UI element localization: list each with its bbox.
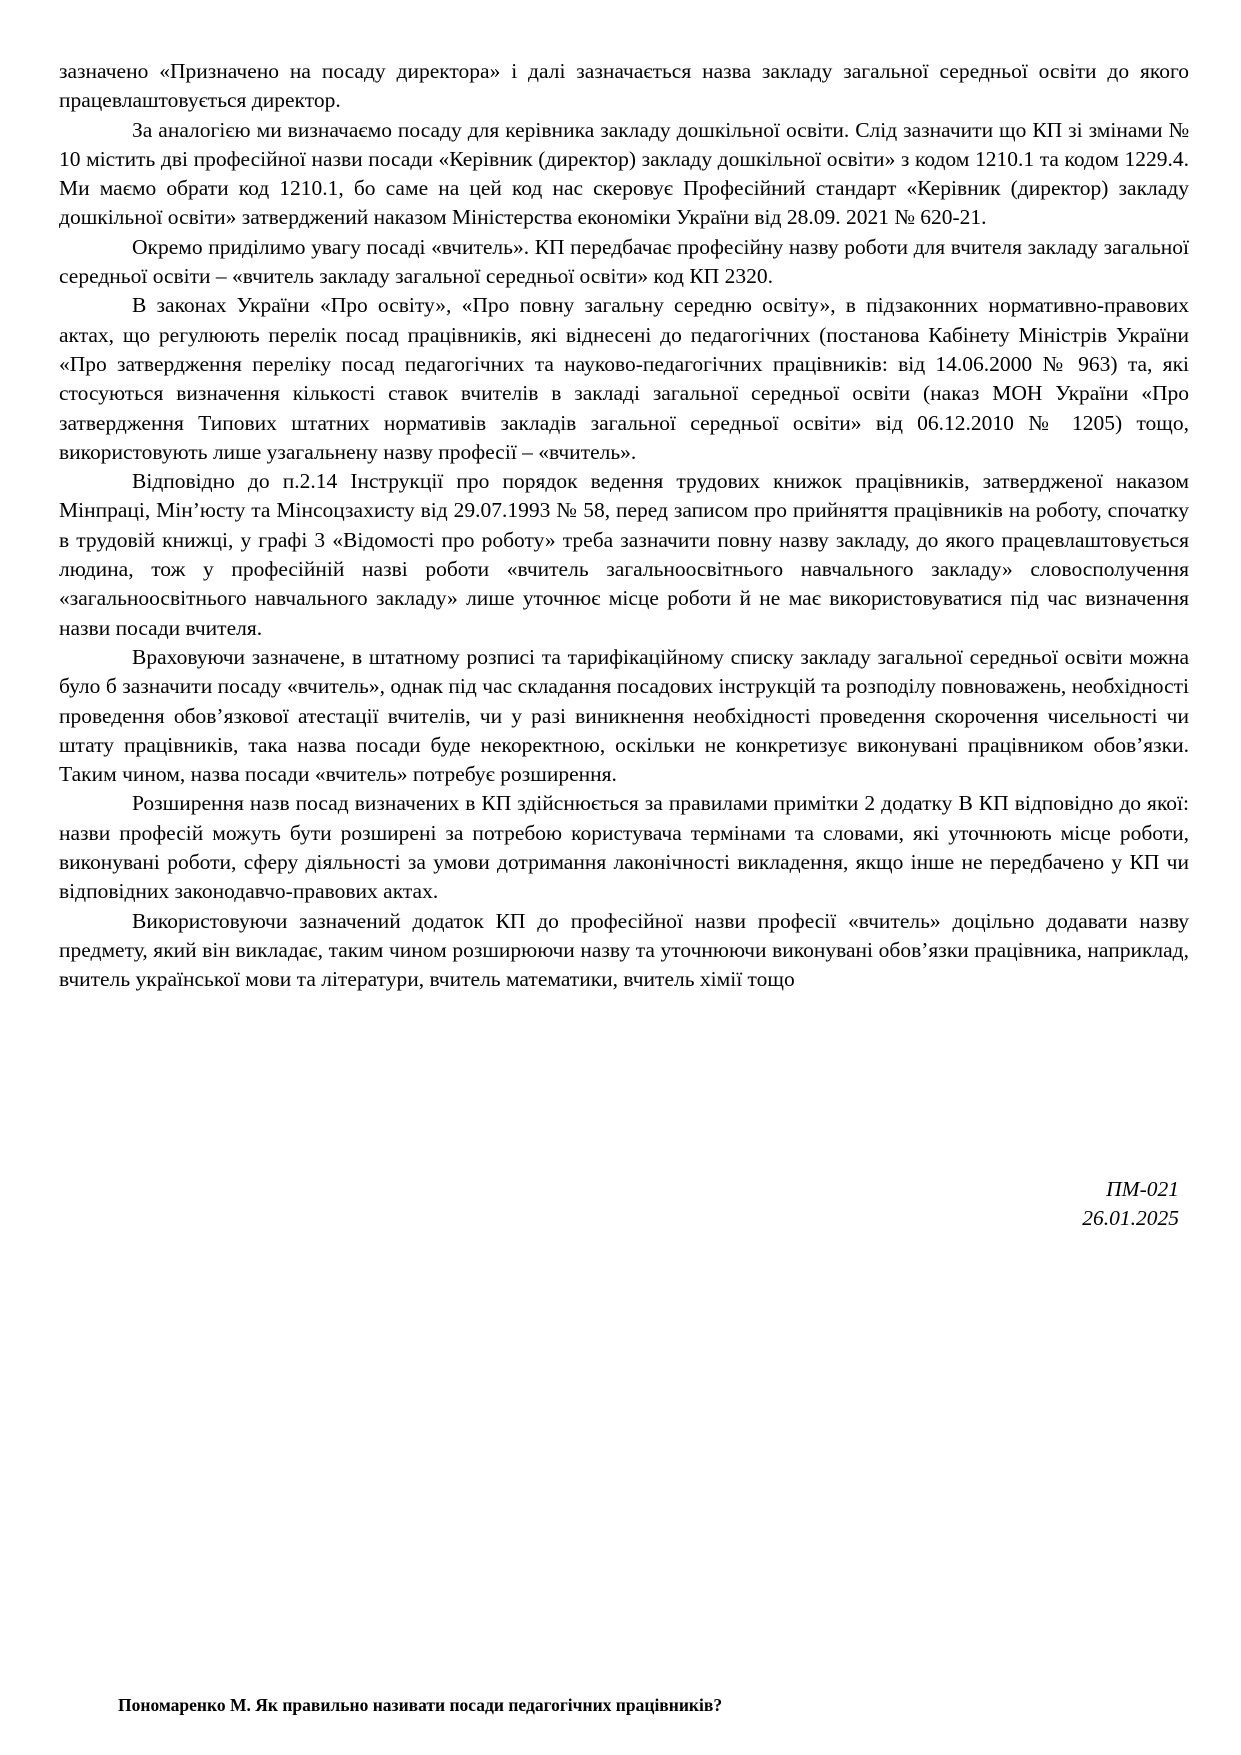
footer-citation: Пономаренко М. Як правильно називати посади педагогічних працівників? bbox=[118, 1695, 723, 1715]
paragraph-teacher-position: Окремо приділимо увагу посаді «вчитель». КП передбачає професійну назву роботи для вчителя закладу загальної середньої освіти – «вчитель закладу загальної середньої освіти» код КП 2320. bbox=[59, 234, 1189, 289]
paragraph-extension-rules: Розширення назв посад визначених в КП здійснюється за правилами примітки 2 додатку В КП відповідно до якої: назви професій можуть бути розширені за потребою користувача термінами та словами, які уточнюють місце роботи, виконувані роботи, сферу діяльності за умови дотримання лаконічності викладення, якщо інше не передбачено у КП чи відповідних законодавчо-правових актах. bbox=[59, 791, 1189, 904]
paragraph-laws: В законах України «Про освіту», «Про повну загальну середню освіту», в підзаконних нормативно-правових актах, що регулюють перелік посад працівників, які віднесені до педагогічних (постанова Кабінету Міністрів України «Про затвердження переліку посад педагогічних та науково-педагогічних працівників: від 14.06.2000 № 963) та, які стосуються визначення кількості ставок вчителів в закладі загальної середньої освіти (наказ МОН України «Про затвердження Типових штатних нормативів закладів загальної середньої освіти» від 06.12.2010 № 1205) тощо, використовують лише узагальнену назву професії – «вчитель». bbox=[59, 293, 1189, 464]
paragraph-subject-naming: Використовуючи зазначений додаток КП до професійної назви професії «вчитель» доцільно додавати назву предмету, який він викладає, таким чином розширюючи назву та уточнюючи виконувані обов’язки працівника, наприклад, вчитель української мови та літератури, вчитель математики, вчитель хімії тощо bbox=[59, 908, 1189, 992]
document-code: ПМ-021 bbox=[1106, 1177, 1179, 1201]
paragraph-employment-records: Відповідно до п.2.14 Інструкції про порядок ведення трудових книжок працівників, затвердженої наказом Мінпраці, Мін’юсту та Мінсоцзахисту від 29.07.1993 № 58, перед записом про прийняття працівників на роботу, спочатку в трудовій книжці, у графі 3 «Відомості про роботу» треба зазначити повну назву закладу, до якого працевлаштовується людина, тож у професійній назві роботи «вчитель загальноосвітнього навчального закладу» словосполучення «загальноосвітнього навчального закладу» лише уточнює місце роботи й не має використовуватися під час визначення назви посади вчителя. bbox=[59, 469, 1189, 640]
paragraph-continuation: зазначено «Призначено на посаду директора» і далі зазначається назва закладу загальної середньої освіти до якого працевлаштовується директор. bbox=[59, 59, 1189, 113]
document-date: 26.01.2025 bbox=[1082, 1206, 1179, 1231]
paragraph-preschool-head: За аналогією ми визначаємо посаду для керівника закладу дошкільної освіти. Слід зазначити що КП зі змінами № 10 містить дві професійної назви посади «Керівник (директор) закладу дошкільної освіти» з кодом 1210.1 та кодом 1229.4. Ми маємо обрати код 1210.1, бо саме на цей код нас скеровує Професійний стандарт «Керівник (директор) закладу дошкільної освіти» затверджений наказом Міністерства економіки України від 28.09. 2021 № 620-21. bbox=[59, 117, 1189, 230]
signature-block bbox=[1082, 1175, 1179, 1234]
paragraph-considering: Враховуючи зазначене, в штатному розписі та тарифікаційному списку закладу загальної середньої освіти можна було б зазначити посаду «вчитель», однак під час складання посадових інструкцій та розподілу повноважень, необхідності проведення обов’язкової атестації вчителів, чи у разі виникнення необхідності проведення скорочення чисельності чи штату працівників, така назва посади буде некоректною, оскільки не конкретизує виконувані працівником обов’язки. Таким чином, назва посади «вчитель» потребує розширення. bbox=[59, 644, 1189, 787]
document-body bbox=[59, 57, 1189, 995]
